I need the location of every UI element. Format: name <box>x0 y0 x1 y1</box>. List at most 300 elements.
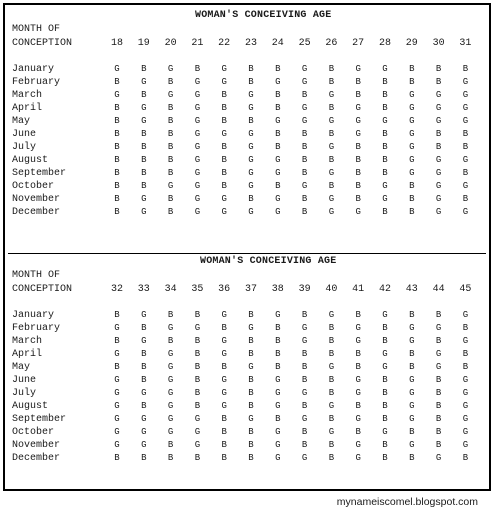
gender-cell: B <box>141 401 147 411</box>
month-label: June <box>12 375 37 386</box>
gender-cell: B <box>462 362 469 372</box>
gender-cell: B <box>301 155 308 165</box>
age-column-header: 42 <box>378 284 391 295</box>
gender-cell: G <box>248 414 254 424</box>
gender-cell: G <box>194 90 201 100</box>
table-row <box>12 90 482 102</box>
age-column-header: 20 <box>164 38 177 49</box>
gender-cell: G <box>248 207 254 217</box>
gender-cell: B <box>462 168 469 178</box>
gender-cell: G <box>382 181 388 191</box>
gender-cell: B <box>462 453 469 463</box>
gender-cell: G <box>409 155 415 165</box>
gender-cell: B <box>382 453 388 463</box>
gender-cell: B <box>382 142 388 152</box>
gender-cell: B <box>355 168 361 178</box>
gender-cell: B <box>382 103 388 113</box>
gender-cell: B <box>114 207 120 217</box>
gender-cell: B <box>328 414 335 424</box>
gender-cell: B <box>435 375 442 385</box>
gender-cell: B <box>328 129 335 139</box>
gender-cell: B <box>141 453 147 463</box>
gender-cell: B <box>409 64 415 74</box>
gender-cell: G <box>114 440 120 450</box>
month-label: July <box>12 142 37 153</box>
gender-cell: B <box>275 90 281 100</box>
gender-cell: G <box>248 362 254 372</box>
gender-cell: G <box>409 168 415 178</box>
gender-cell: G <box>409 388 415 398</box>
table-row <box>12 375 482 387</box>
gender-cell: G <box>275 440 281 450</box>
age-column-header: 21 <box>191 38 204 49</box>
table2-header-month-of: MONTH OF <box>12 270 61 281</box>
gender-cell: B <box>114 362 120 372</box>
gender-cell: B <box>409 427 415 437</box>
gender-cell: G <box>301 77 308 87</box>
gender-cell: B <box>194 388 201 398</box>
gender-cell: G <box>462 103 469 113</box>
gender-cell: B <box>221 362 227 372</box>
table-row <box>12 453 482 465</box>
gender-cell: B <box>409 181 415 191</box>
table-row <box>12 103 482 115</box>
gender-cell: B <box>167 310 174 320</box>
gender-cell: G <box>462 414 469 424</box>
gender-cell: B <box>409 77 415 87</box>
gender-cell: G <box>409 323 415 333</box>
gender-cell: G <box>275 194 281 204</box>
gender-cell: G <box>462 155 469 165</box>
gender-cell: B <box>141 142 147 152</box>
gender-cell: B <box>435 388 442 398</box>
age-column-header: 19 <box>137 38 150 49</box>
month-label: January <box>12 310 55 321</box>
gender-cell: B <box>462 349 469 359</box>
gender-cell: B <box>435 414 442 424</box>
gender-cell: B <box>275 323 281 333</box>
gender-cell: G <box>355 453 361 463</box>
gender-cell: G <box>167 362 174 372</box>
age-column-header: 35 <box>191 284 204 295</box>
gender-cell: B <box>409 310 415 320</box>
month-label: June <box>12 129 37 140</box>
gender-cell: G <box>435 168 442 178</box>
age-column-header: 18 <box>110 38 123 49</box>
gender-cell: G <box>301 323 308 333</box>
gender-cell: G <box>194 427 201 437</box>
gender-cell: G <box>167 64 174 74</box>
gender-cell: B <box>328 323 335 333</box>
gender-cell: B <box>301 362 308 372</box>
gender-cell: G <box>167 414 174 424</box>
gender-cell: G <box>435 349 442 359</box>
gender-cell: G <box>462 77 469 87</box>
gender-cell: G <box>409 116 415 126</box>
table-row <box>12 336 482 348</box>
gender-cell: G <box>114 427 120 437</box>
gender-cell: B <box>409 362 415 372</box>
gender-cell: G <box>462 388 469 398</box>
gender-cell: B <box>355 427 361 437</box>
month-label: November <box>12 440 61 451</box>
gender-cell: B <box>141 375 147 385</box>
gender-cell: G <box>435 116 442 126</box>
gender-cell: G <box>194 142 201 152</box>
table-row <box>12 349 482 361</box>
gender-cell: G <box>141 194 147 204</box>
gender-cell: G <box>409 142 415 152</box>
gender-cell: G <box>141 440 147 450</box>
gender-cell: G <box>248 323 254 333</box>
gender-cell: G <box>141 207 147 217</box>
gender-cell: B <box>275 336 281 346</box>
gender-cell: G <box>221 375 227 385</box>
gender-cell: B <box>382 323 388 333</box>
gender-cell: B <box>435 129 442 139</box>
gender-cell: B <box>221 414 227 424</box>
gender-cell: B <box>328 181 335 191</box>
gender-cell: G <box>328 168 335 178</box>
gender-cell: B <box>382 336 388 346</box>
month-label: May <box>12 116 31 127</box>
gender-cell: B <box>141 181 147 191</box>
gender-cell: G <box>114 401 120 411</box>
gender-cell: G <box>409 401 415 411</box>
gender-cell: G <box>194 168 201 178</box>
age-column-header: 25 <box>298 38 311 49</box>
gender-cell: B <box>355 90 361 100</box>
gender-cell: G <box>221 349 227 359</box>
gender-cell: G <box>382 349 388 359</box>
gender-cell: G <box>114 323 120 333</box>
gender-cell: B <box>141 323 147 333</box>
gender-cell: G <box>435 103 442 113</box>
gender-cell: G <box>462 207 469 217</box>
gender-cell: G <box>301 336 308 346</box>
table-row <box>12 388 482 400</box>
gender-cell: G <box>382 427 388 437</box>
gender-cell: B <box>328 103 335 113</box>
gender-cell: B <box>248 194 254 204</box>
table2-title: WOMAN'S CONCEIVING AGE <box>200 256 337 267</box>
table-row <box>12 362 482 374</box>
gender-cell: B <box>114 77 120 87</box>
gender-cell: B <box>409 194 415 204</box>
gender-cell: G <box>328 401 335 411</box>
gender-cell: B <box>141 362 147 372</box>
gender-cell: B <box>462 64 469 74</box>
gender-cell: B <box>194 336 201 346</box>
gender-cell: G <box>275 388 281 398</box>
gender-cell: G <box>167 427 174 437</box>
gender-cell: B <box>328 64 335 74</box>
table-row <box>12 194 482 206</box>
gender-cell: B <box>355 77 361 87</box>
gender-cell: G <box>114 375 120 385</box>
age-column-header: 41 <box>352 284 365 295</box>
age-column-header: 33 <box>137 284 150 295</box>
age-column-header: 36 <box>218 284 231 295</box>
gender-cell: G <box>167 375 174 385</box>
age-column-header: 28 <box>378 38 391 49</box>
gender-cell: G <box>167 323 174 333</box>
gender-cell: B <box>409 349 415 359</box>
gender-cell: G <box>141 336 147 346</box>
gender-cell: G <box>141 103 147 113</box>
gender-cell: B <box>141 64 147 74</box>
gender-cell: B <box>114 116 120 126</box>
gender-cell: B <box>382 440 388 450</box>
age-column-header: 31 <box>459 38 472 49</box>
gender-cell: G <box>328 194 335 204</box>
gender-cell: B <box>221 427 227 437</box>
gender-cell: B <box>275 129 281 139</box>
gender-cell: B <box>382 388 388 398</box>
month-label: October <box>12 427 55 438</box>
gender-cell: G <box>114 349 120 359</box>
gender-cell: B <box>382 168 388 178</box>
gender-cell: B <box>382 207 388 217</box>
gender-cell: B <box>462 129 469 139</box>
gender-cell: B <box>167 336 174 346</box>
gender-cell: G <box>275 427 281 437</box>
gender-cell: G <box>328 310 335 320</box>
gender-cell: G <box>409 414 415 424</box>
month-label: September <box>12 168 67 179</box>
month-label: April <box>12 349 43 360</box>
gender-cell: G <box>275 77 281 87</box>
gender-cell: B <box>167 77 174 87</box>
gender-cell: G <box>355 129 361 139</box>
gender-cell: B <box>248 349 254 359</box>
table-row <box>12 168 482 180</box>
gender-cell: G <box>409 336 415 346</box>
age-column-header: 39 <box>298 284 311 295</box>
gender-cell: G <box>462 181 469 191</box>
age-column-header: 43 <box>405 284 418 295</box>
gender-cell: G <box>435 181 442 191</box>
age-column-header: 37 <box>244 284 257 295</box>
gender-cell: B <box>435 336 442 346</box>
gender-cell: G <box>328 207 335 217</box>
gender-cell: B <box>194 64 201 74</box>
month-label: October <box>12 181 55 192</box>
gender-cell: B <box>141 90 147 100</box>
table-row <box>12 142 482 154</box>
month-label: December <box>12 207 61 218</box>
gender-cell: G <box>328 142 335 152</box>
gender-cell: G <box>301 453 308 463</box>
gender-cell: B <box>301 427 308 437</box>
gender-cell: B <box>194 401 201 411</box>
gender-cell: B <box>462 323 469 333</box>
gender-cell: B <box>382 129 388 139</box>
gender-cell: G <box>382 64 388 74</box>
gender-cell: G <box>275 401 281 411</box>
gender-cell: B <box>275 142 281 152</box>
gender-cell: G <box>248 103 254 113</box>
gender-cell: G <box>355 375 361 385</box>
gender-cell: B <box>167 207 174 217</box>
table-row <box>12 77 482 89</box>
gender-cell: G <box>409 129 415 139</box>
gender-cell: B <box>248 116 254 126</box>
gender-cell: B <box>114 103 120 113</box>
gender-cell: B <box>301 310 308 320</box>
gender-cell: G <box>435 323 442 333</box>
gender-cell: G <box>301 103 308 113</box>
gender-cell: G <box>194 207 201 217</box>
gender-cell: B <box>328 388 335 398</box>
gender-cell: B <box>382 401 388 411</box>
gender-cell: G <box>167 388 174 398</box>
month-label: April <box>12 103 43 114</box>
month-label: July <box>12 388 37 399</box>
gender-cell: G <box>194 103 201 113</box>
gender-cell: B <box>435 77 442 87</box>
gender-cell: G <box>248 142 254 152</box>
gender-cell: B <box>114 129 120 139</box>
gender-cell: G <box>328 90 335 100</box>
table-separator <box>8 253 486 254</box>
age-column-header: 38 <box>271 284 284 295</box>
gender-cell: B <box>355 310 361 320</box>
table1-header-month-of: MONTH OF <box>12 24 61 35</box>
month-label: May <box>12 362 31 373</box>
gender-cell: B <box>114 336 120 346</box>
gender-cell: G <box>435 362 442 372</box>
table-row <box>12 440 482 452</box>
age-column-header: 30 <box>432 38 445 49</box>
gender-cell: B <box>301 168 308 178</box>
gender-cell: B <box>221 168 227 178</box>
gender-cell: B <box>248 64 254 74</box>
gender-cell: G <box>194 77 201 87</box>
gender-cell: G <box>194 181 201 191</box>
gender-cell: G <box>435 155 442 165</box>
table2-header-conception: CONCEPTION <box>12 284 73 295</box>
gender-cell: G <box>248 90 254 100</box>
month-label: September <box>12 414 67 425</box>
gender-cell: B <box>141 155 147 165</box>
gender-cell: G <box>141 414 147 424</box>
gender-cell: B <box>301 90 308 100</box>
gender-cell: B <box>355 142 361 152</box>
gender-cell: B <box>114 310 120 320</box>
gender-cell: G <box>114 64 120 74</box>
table-row <box>12 427 482 439</box>
gender-cell: B <box>194 310 201 320</box>
age-column-header: 27 <box>352 38 365 49</box>
gender-cell: G <box>141 427 147 437</box>
table-row <box>12 129 482 141</box>
gender-cell: G <box>194 323 201 333</box>
age-column-header: 45 <box>459 284 472 295</box>
gender-cell: B <box>328 440 335 450</box>
gender-cell: B <box>462 194 469 204</box>
gender-cell: B <box>221 181 227 191</box>
gender-cell: B <box>382 375 388 385</box>
gender-cell: G <box>275 168 281 178</box>
gender-cell: G <box>194 155 201 165</box>
gender-cell: B <box>167 103 174 113</box>
gender-cell: G <box>248 155 254 165</box>
gender-cell: B <box>409 453 415 463</box>
gender-cell: G <box>221 64 227 74</box>
gender-cell: G <box>462 375 469 385</box>
gender-cell: B <box>435 310 442 320</box>
gender-cell: B <box>141 349 147 359</box>
gender-cell: G <box>141 310 147 320</box>
month-label: August <box>12 401 49 412</box>
gender-cell: B <box>275 362 281 372</box>
gender-cell: B <box>248 336 254 346</box>
gender-cell: G <box>141 77 147 87</box>
gender-cell: G <box>194 440 201 450</box>
gender-cell: G <box>355 336 361 346</box>
gender-cell: G <box>355 440 361 450</box>
gender-cell: G <box>462 310 469 320</box>
gender-cell: B <box>301 375 308 385</box>
gender-cell: G <box>328 116 335 126</box>
gender-cell: G <box>301 116 308 126</box>
gender-cell: B <box>301 440 308 450</box>
gender-cell: B <box>221 440 227 450</box>
gender-cell: G <box>248 181 254 191</box>
gender-cell: B <box>194 453 201 463</box>
gender-cell: B <box>167 453 174 463</box>
gender-cell: B <box>221 90 227 100</box>
gender-cell: B <box>382 155 388 165</box>
gender-cell: G <box>355 103 361 113</box>
gender-cell: G <box>194 414 201 424</box>
gender-cell: G <box>221 388 227 398</box>
gender-cell: G <box>114 414 120 424</box>
gender-cell: G <box>167 401 174 411</box>
gender-cell: G <box>355 323 361 333</box>
month-label: August <box>12 155 49 166</box>
gender-cell: B <box>221 453 227 463</box>
gender-cell: B <box>167 142 174 152</box>
gender-cell: B <box>435 401 442 411</box>
gender-cell: G <box>221 207 227 217</box>
gender-cell: G <box>382 310 388 320</box>
gender-cell: B <box>114 155 120 165</box>
gender-cell: G <box>328 427 335 437</box>
table-row <box>12 323 482 335</box>
gender-cell: B <box>328 349 335 359</box>
gender-cell: G <box>462 90 469 100</box>
gender-cell: G <box>275 116 281 126</box>
table-row <box>12 155 482 167</box>
gender-cell: B <box>382 77 388 87</box>
table1-title: WOMAN'S CONCEIVING AGE <box>195 10 332 21</box>
gender-cell: G <box>221 77 227 87</box>
gender-cell: G <box>301 388 308 398</box>
gender-cell: G <box>301 414 308 424</box>
gender-cell: B <box>114 168 120 178</box>
gender-cell: G <box>221 336 227 346</box>
gender-cell: G <box>382 194 388 204</box>
gender-cell: B <box>328 375 335 385</box>
gender-cell: B <box>248 401 254 411</box>
month-label: February <box>12 77 61 88</box>
gender-cell: G <box>355 207 361 217</box>
gender-cell: B <box>141 129 147 139</box>
gender-cell: G <box>194 129 201 139</box>
age-column-header: 26 <box>325 38 338 49</box>
